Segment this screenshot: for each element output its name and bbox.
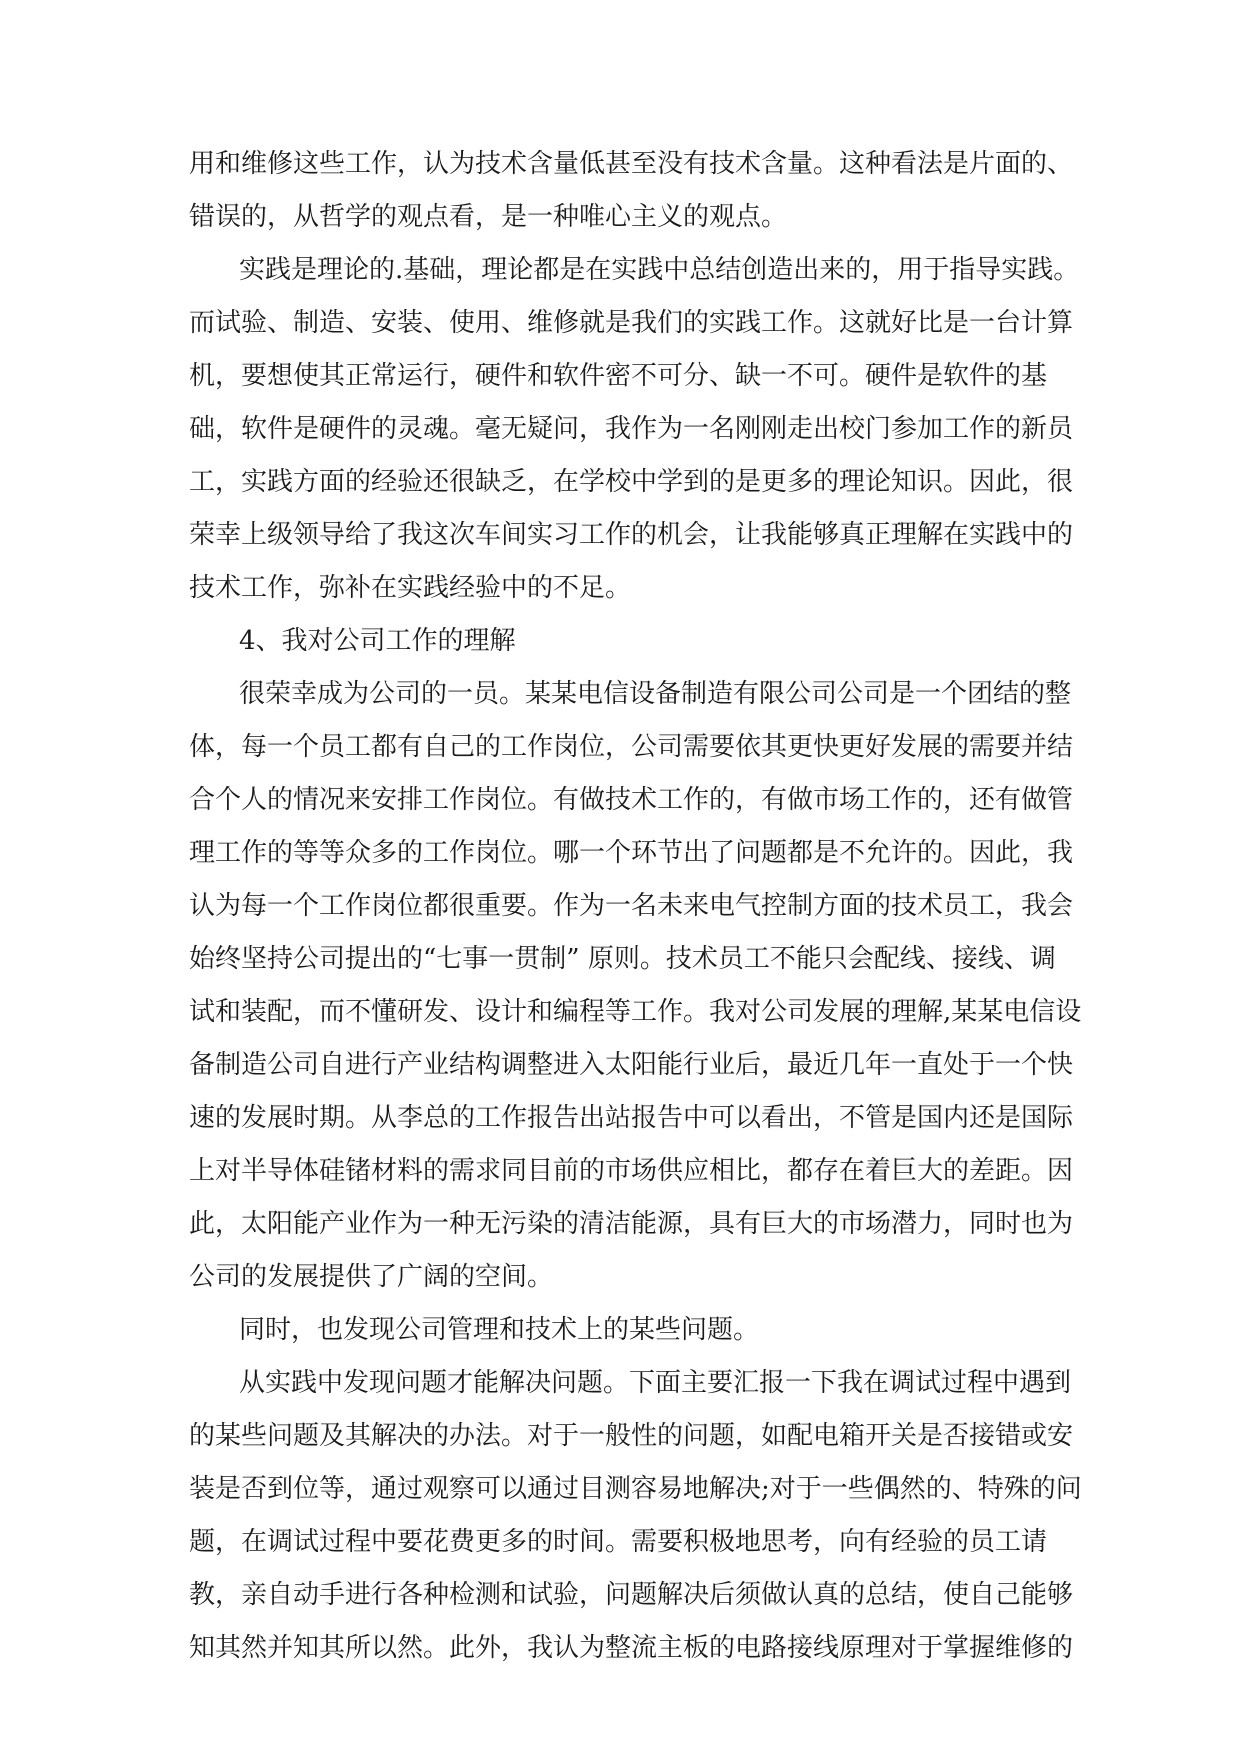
- text-line: 4、我对公司工作的理解: [239, 626, 516, 656]
- text-line: 同时，也发现公司管理和技术上的某些问题。: [239, 1315, 760, 1345]
- text-line: 荣幸上级领导给了我这次车间实习工作的机会，让我能够真正理解在实践中的: [189, 520, 1074, 550]
- text-line: 而试验、制造、安装、使用、维修就是我们的实践工作。这就好比是一台计算: [189, 308, 1074, 338]
- text-line: 合个人的情况来安排工作岗位。有做技术工作的，有做市场工作的，还有做管: [189, 785, 1074, 815]
- text-line: 从实践中发现问题才能解决问题。下面主要汇报一下我在调试过程中遇到: [239, 1368, 1072, 1398]
- document-body: [189, 138, 1082, 1675]
- text-line: 此，太阳能产业作为一种无污染的清洁能源，具有巨大的市场潜力，同时也为: [189, 1209, 1074, 1239]
- text-line: 错误的，从哲学的观点看，是一种唯心主义的观点。: [189, 202, 788, 232]
- text-line: 试和装配，而不懂研发、设计和编程等工作。我对公司发展的理解,某某电信设: [189, 997, 1082, 1027]
- text-line: 速的发展时期。从李总的工作报告出站报告中可以看出，不管是国内还是国际: [189, 1103, 1074, 1133]
- text-line: 工，实践方面的经验还很缺乏，在学校中学到的是更多的理论知识。因此，很: [189, 467, 1074, 497]
- text-line: 认为每一个工作岗位都很重要。作为一名未来电气控制方面的技术员工，我会: [189, 891, 1074, 921]
- text-line: 知其然并知其所以然。此外，我认为整流主板的电路接线原理对于掌握维修的: [189, 1633, 1074, 1663]
- text-line: 题，在调试过程中要花费更多的时间。需要积极地思考，向有经验的员工请: [189, 1527, 1048, 1557]
- text-line: 很荣幸成为公司的一员。某某电信设备制造有限公司公司是一个团结的整: [239, 679, 1072, 709]
- text-line: 体，每一个员工都有自己的工作岗位，公司需要依其更快更好发展的需要并结: [189, 732, 1074, 762]
- text-line: 实践是理论的.基础，理论都是在实践中总结创造出来的，用于指导实践。: [239, 255, 1080, 285]
- text-line: 上对半导体硅锗材料的需求同目前的市场供应相比，都存在着巨大的差距。因: [189, 1156, 1074, 1186]
- text-line: 公司的发展提供了广阔的空间。: [189, 1262, 554, 1292]
- text-line: 始终坚持公司提出的“七事一贯制” 原则。技术员工不能只会配线、接线、调: [189, 944, 1056, 974]
- text-line: 备制造公司自进行产业结构调整进入太阳能行业后，最近几年一直处于一个快: [189, 1050, 1074, 1080]
- text-line: 机，要想使其正常运行，硬件和软件密不可分、缺一不可。硬件是软件的基: [189, 361, 1048, 391]
- text-line: 用和维修这些工作，认为技术含量低甚至没有技术含量。这种看法是片面的、: [189, 149, 1074, 179]
- text-line: 础，软件是硬件的灵魂。毫无疑问，我作为一名刚刚走出校门参加工作的新员: [189, 414, 1074, 444]
- text-line: 的某些问题及其解决的办法。对于一般性的问题，如配电箱开关是否接错或安: [189, 1421, 1074, 1451]
- text-line: 技术工作，弥补在实践经验中的不足。: [189, 573, 632, 603]
- text-line: 装是否到位等，通过观察可以通过目测容易地解决;对于一些偶然的、特殊的问: [189, 1474, 1082, 1504]
- text-line: 理工作的等等众多的工作岗位。哪一个环节出了问题都是不允许的。因此，我: [189, 838, 1074, 868]
- text-line: 教，亲自动手进行各种检测和试验，问题解决后须做认真的总结，使自己能够: [189, 1580, 1074, 1610]
